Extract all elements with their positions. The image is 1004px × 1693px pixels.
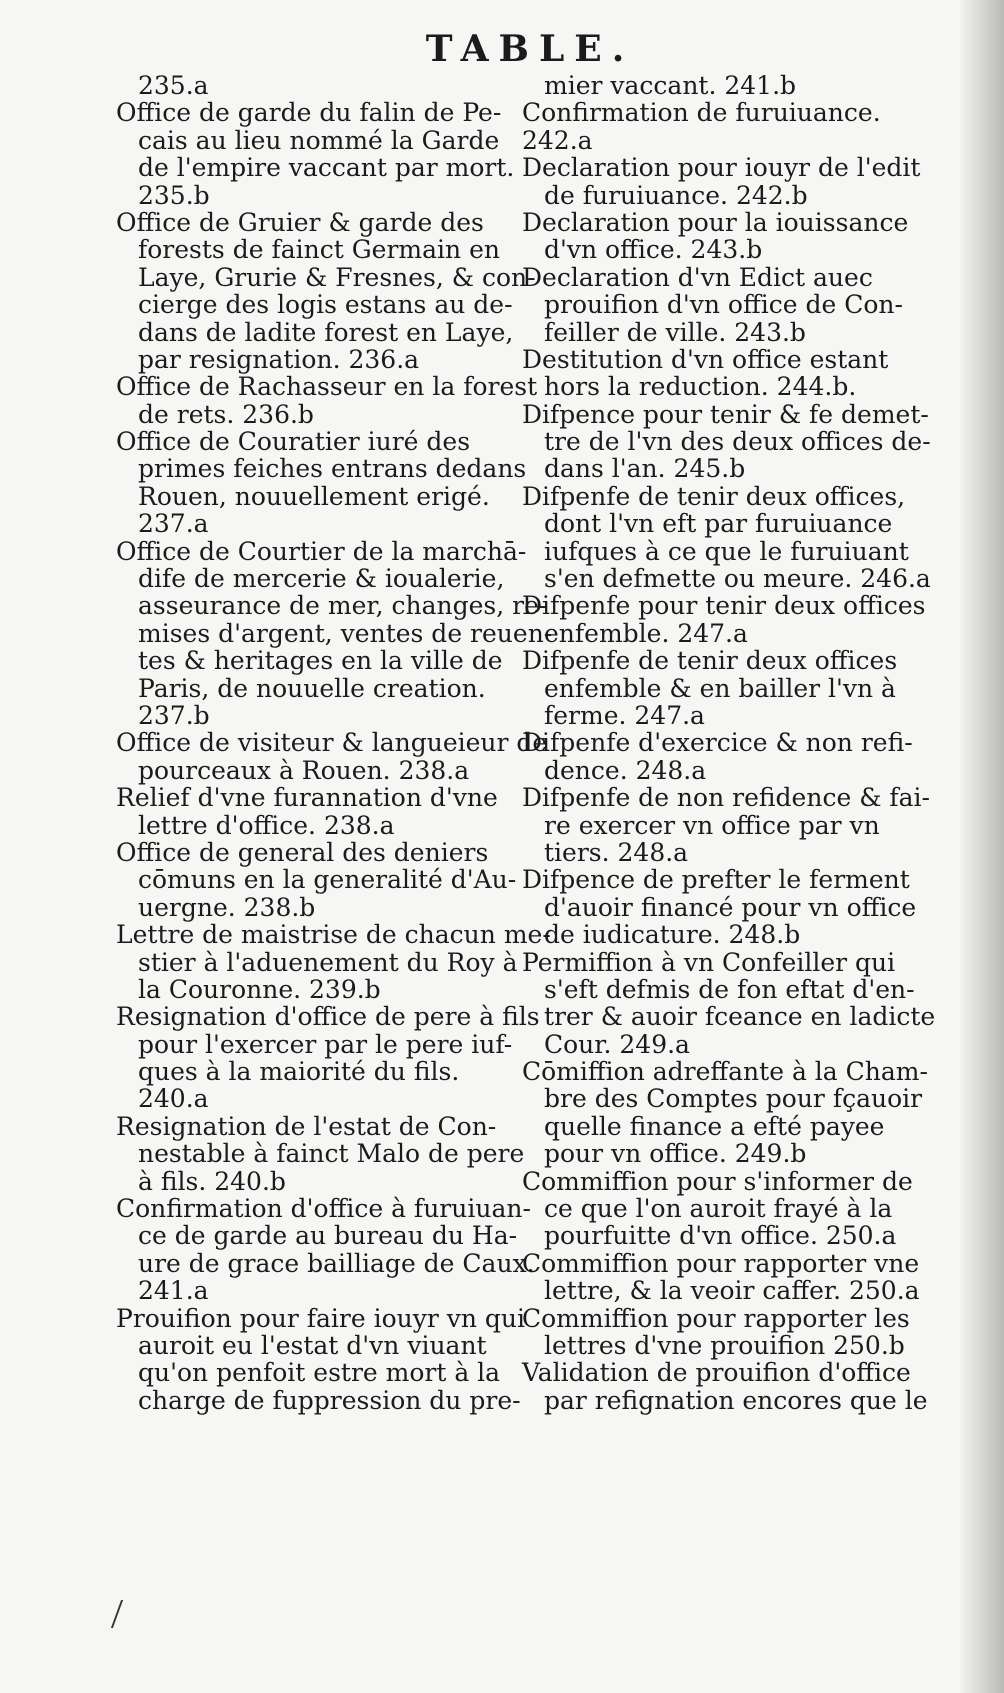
index-line: quelle finance a efté payee (544, 1111, 885, 1141)
index-line: Validation de prouifion d'office (522, 1358, 911, 1388)
index-line: Rouen, nouuellement erigé. (138, 481, 490, 511)
index-line: primes feiches entrans dedans (138, 454, 527, 484)
index-line: Office de Couratier iuré des (116, 427, 471, 457)
index-line: Difpence pour tenir & fe demet- (522, 399, 929, 429)
index-line: Resignation d'office de pere à fils (116, 1002, 540, 1032)
index-line: charge de fuppression du pre- (138, 1385, 521, 1415)
index-line: Relief d'vne furannation d'vne (116, 783, 498, 813)
index-line: de l'empire vaccant par mort. (138, 153, 515, 183)
index-line: de iudicature. 248.b (544, 920, 801, 950)
index-line: cais au lieu nommé la Garde (138, 125, 500, 155)
index-line: feiller de ville. 243.b (544, 317, 806, 347)
index-line: auroit eu l'estat d'vn viuant (138, 1330, 487, 1360)
index-line: enfemble & en bailler l'vn à (544, 673, 896, 703)
index-line: Commiffion pour s'informer de (522, 1166, 913, 1196)
index-line: de furuiuance. 242.b (544, 180, 808, 210)
index-line: tiers. 248.a (544, 837, 689, 867)
index-line: Confirmation de furuiuance. (522, 98, 881, 128)
index-line: stier à l'aduenement du Roy à (138, 947, 518, 977)
index-line: enfemble. 247.a (544, 618, 748, 648)
index-line: Lettre de maistrise de chacun me- (116, 920, 551, 950)
index-line: dont l'vn eft par furuiuance (544, 509, 893, 539)
index-line: prouifion d'vn office de Con- (544, 290, 903, 320)
index-line: ques à la maiorité du fils. (138, 1057, 460, 1087)
index-line: Commiffion pour rapporter les (522, 1303, 910, 1333)
index-line: 235.a (138, 71, 209, 100)
index-line: nestable à fainct Malo de pere (138, 1139, 525, 1169)
page-edge-shadow (960, 0, 1004, 1693)
index-line: Office de general des deniers (116, 837, 489, 867)
index-line: dife de mercerie & ioualerie, (138, 564, 505, 594)
index-line: Difpenfe de non refidence & fai- (522, 783, 930, 813)
index-line: forests de fainct Germain en (138, 235, 500, 265)
index-line: Difpenfe pour tenir deux offices (522, 591, 926, 621)
index-line: 237.a (138, 509, 209, 539)
index-line: tes & heritages en la ville de (138, 646, 503, 676)
index-line: par resignation. 236.a (138, 344, 420, 374)
index-line: Difpenfe d'exercice & non refi- (522, 728, 913, 758)
index-line: Office de garde du falin de Pe- (116, 98, 502, 128)
index-line: asseurance de mer, changes, re- (138, 591, 548, 621)
index-line: de rets. 236.b (138, 399, 314, 429)
index-line: Cour. 249.a (544, 1029, 690, 1059)
index-line: lettre d'office. 238.a (138, 810, 395, 840)
index-line: s'en defmette ou meure. 246.a (544, 564, 931, 594)
index-line: uergne. 238.b (138, 892, 316, 922)
stray-pen-mark (111, 1600, 137, 1628)
index-line: lettres d'vne prouifion 250.b (544, 1330, 905, 1360)
index-line: dence. 248.a (544, 755, 707, 785)
index-line: Office de Rachasseur en la forest (116, 372, 538, 402)
index-line: pourfuitte d'vn office. 250.a (544, 1221, 897, 1251)
index-line: 241.a (138, 1276, 209, 1306)
index-line: ce de garde au bureau du Ha- (138, 1221, 518, 1251)
index-line: ferme. 247.a (544, 700, 705, 730)
index-line: cōmuns en la generalité d'Au- (138, 865, 517, 895)
index-line: Confirmation d'office à furuiuan- (116, 1194, 531, 1224)
index-line: ure de grace bailliage de Caux. (138, 1248, 535, 1278)
index-line: dans de ladite forest en Laye, (138, 317, 514, 347)
index-line: Cōmiffion adreffante à la Cham- (522, 1057, 928, 1087)
index-line: Declaration pour iouyr de l'edit (522, 153, 921, 183)
index-line: mier vaccant. 241.b (544, 71, 797, 100)
index-line: 240.a (138, 1084, 209, 1114)
index-line: Difpenfe de tenir deux offices, (522, 481, 906, 511)
index-line: cierge des logis estans au de- (138, 290, 513, 320)
index-line: tre de l'vn des deux offices de- (544, 427, 931, 457)
index-line: qu'on penfoit estre mort à la (138, 1358, 501, 1388)
index-line: Office de Gruier & garde des (116, 207, 484, 237)
index-line: Office de visiteur & langueieur de (116, 728, 548, 758)
index-line: mises d'argent, ventes de reuen- (138, 618, 553, 648)
index-line: Office de Courtier de la marchā- (116, 536, 527, 566)
index-line: re exercer vn office par vn (544, 810, 880, 840)
index-line: Paris, de nouuelle creation. (138, 673, 486, 703)
index-line: hors la reduction. 244.b. (544, 372, 857, 402)
index-line: iufques à ce que le furuiuant (544, 536, 909, 566)
index-line: lettre, & la veoir caffer. 250.a (544, 1276, 920, 1306)
index-line: Declaration pour la iouissance (522, 207, 909, 237)
index-line: dans l'an. 245.b (544, 454, 746, 484)
page-header: TABLE. (425, 28, 635, 70)
index-line: à fils. 240.b (138, 1166, 286, 1196)
index-line: la Couronne. 239.b (138, 974, 381, 1004)
index-line: pour l'exercer par le pere iuf- (138, 1029, 513, 1059)
index-line: Difpence de prefter le ferment (522, 865, 910, 895)
index-line: pourceaux à Rouen. 238.a (138, 755, 470, 785)
index-line: Commiffion pour rapporter vne (522, 1248, 920, 1278)
index-line: 237.b (138, 700, 210, 730)
left-column (116, 71, 553, 1415)
index-line: Laye, Grurie & Fresnes, & con- (138, 262, 536, 292)
index-line: ce que l'on auroit frayé à la (544, 1194, 893, 1224)
index-line: Permiffion à vn Confeiller qui (522, 947, 896, 977)
index-line: d'vn office. 243.b (544, 235, 763, 265)
index-line: Prouifion pour faire iouyr vn qui (116, 1303, 526, 1333)
index-line: pour vn office. 249.b (544, 1139, 807, 1169)
right-column (522, 71, 936, 1415)
index-line: Declaration d'vn Edict auec (522, 262, 873, 292)
index-line: bre des Comptes pour fçauoir (544, 1084, 923, 1114)
index-line: Resignation de l'estat de Con- (116, 1111, 497, 1141)
index-line: Destitution d'vn office estant (522, 344, 889, 374)
index-line: s'eft defmis de fon eftat d'en- (544, 974, 915, 1004)
index-line: Difpenfe de tenir deux offices (522, 646, 898, 676)
index-line: trer & auoir fceance en ladicte (544, 1002, 936, 1032)
index-line: par refignation encores que le (544, 1385, 928, 1415)
index-line: 235.b (138, 180, 210, 210)
index-line: 242.a (522, 125, 593, 155)
index-line: d'auoir financé pour vn office (544, 892, 917, 922)
